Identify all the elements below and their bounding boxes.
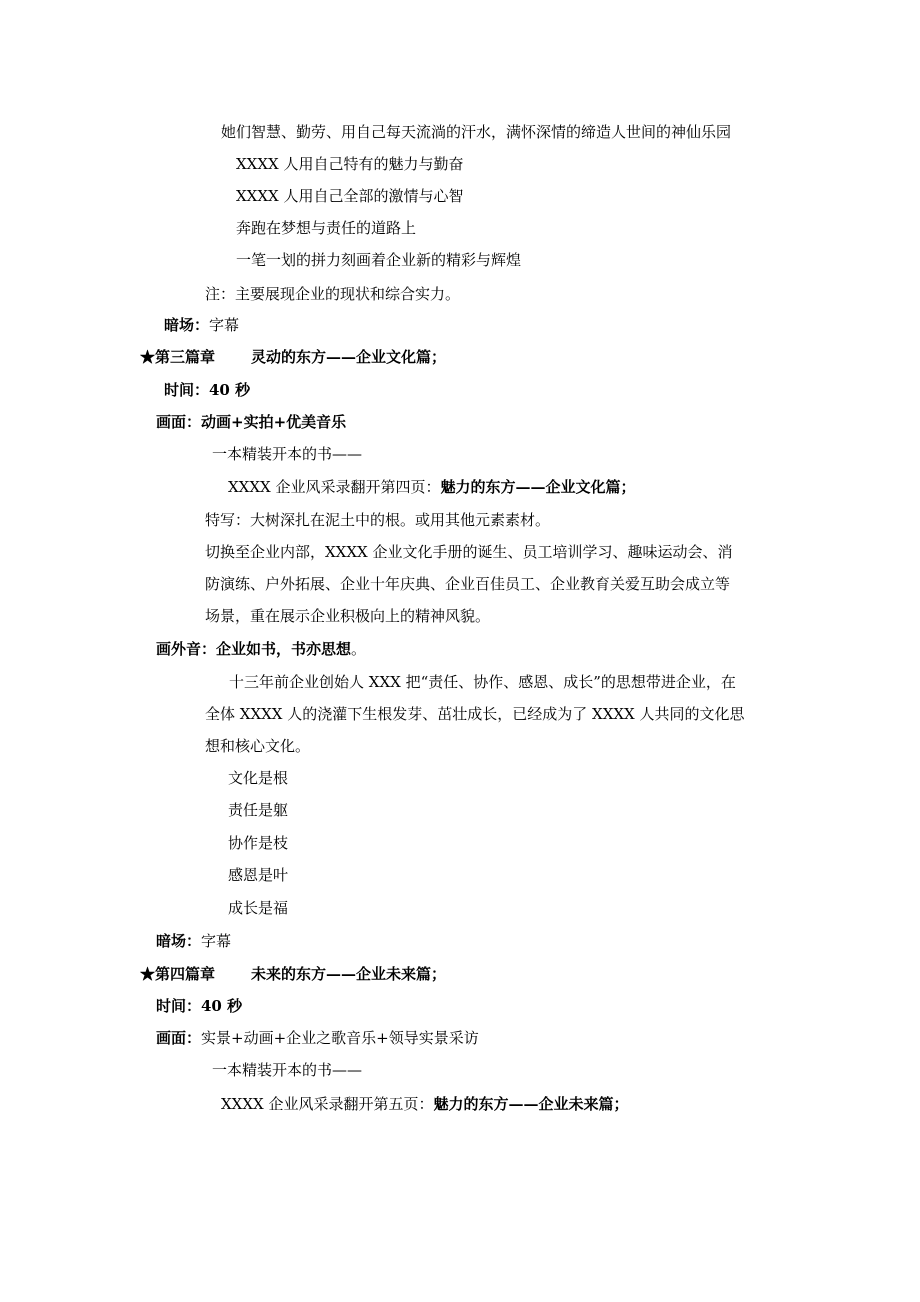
body-line: 防演练、户外拓展、企业十年庆典、企业百佳员工、企业教育关爱互助会成立等 <box>205 575 731 593</box>
page-turn-title: 魅力的东方——企业文化篇； <box>440 478 636 496</box>
chapter-three-heading <box>140 347 446 367</box>
body-line: 切换至企业内部，XXXX 企业文化手册的诞生、员工培训学习、趣味运动会、消 <box>205 543 733 561</box>
narration-line: XXXX 人用自己全部的激情与心智 <box>236 187 464 205</box>
narration-line: XXXX 人用自己特有的魅力与勤奋 <box>236 155 464 173</box>
dark-scene-label: 暗场： <box>164 316 210 334</box>
chapter-title: 未来的东方——企业未来篇； <box>251 965 447 983</box>
body-line: 全体 XXXX 人的浇灌下生根发芽、茁壮成长，已经成为了 XXXX 人共同的文化思 <box>205 705 745 723</box>
book-line: 一本精装开本的书—— <box>212 445 363 463</box>
scene-label: 画面： <box>156 1029 202 1047</box>
culture-line: 成长是福 <box>228 899 289 917</box>
dark-scene-line <box>156 931 231 951</box>
chapter-title: 灵动的东方——企业文化篇； <box>251 348 447 366</box>
narration-line: 奔跑在梦想与责任的道路上 <box>236 219 417 237</box>
chapter-four-heading <box>140 964 446 984</box>
voiceover-end: 。 <box>351 640 367 658</box>
dark-scene-text: 字幕 <box>201 932 232 950</box>
page-turn-text: XXXX 企业风采录翻开第五页： <box>221 1095 434 1113</box>
page-turn-line <box>221 1094 629 1114</box>
book-line: 一本精装开本的书—— <box>212 1061 363 1079</box>
dark-scene-line <box>164 315 239 335</box>
dark-scene-label: 暗场： <box>156 932 202 950</box>
culture-line: 文化是根 <box>228 769 289 787</box>
narration-line: 她们智慧、勤劳、用自己每天流淌的汗水，满怀深情的缔造人世间的神仙乐园 <box>221 123 732 141</box>
time-line: 时间：40 秒 <box>164 381 251 399</box>
culture-line: 感恩是叶 <box>228 866 289 884</box>
chapter-prefix: ★第四篇章 <box>140 965 216 983</box>
page-turn-title: 魅力的东方——企业未来篇； <box>433 1095 629 1113</box>
note-line: 注：主要展现企业的现状和综合实力。 <box>205 285 461 303</box>
scene-line: 画面：动画+实拍+优美音乐 <box>156 413 347 431</box>
closeup-line: 特写：大树深扎在泥土中的根。或用其他元素素材。 <box>205 511 551 529</box>
body-line: 十三年前企业创始人 XXX 把“责任、协作、感恩、成长”的思想带进企业，在 <box>229 673 736 691</box>
scene-line <box>156 1028 479 1048</box>
dark-scene-text: 字幕 <box>209 316 240 334</box>
page-turn-line <box>228 477 636 497</box>
voiceover-line <box>156 639 366 659</box>
voiceover-label: 画外音：企业如书，书亦思想 <box>156 640 352 658</box>
scene-text: 实景+动画+企业之歌音乐+领导实景采访 <box>201 1029 479 1047</box>
body-line: 想和核心文化。 <box>205 737 311 755</box>
culture-line: 责任是躯 <box>228 801 289 819</box>
time-line: 时间：40 秒 <box>156 997 243 1015</box>
page-turn-text: XXXX 企业风采录翻开第四页： <box>228 478 441 496</box>
body-line: 场景，重在展示企业积极向上的精神风貌。 <box>205 607 491 625</box>
culture-line: 协作是枝 <box>228 834 289 852</box>
chapter-prefix: ★第三篇章 <box>140 348 216 366</box>
narration-line: 一笔一划的拼力刻画着企业新的精彩与辉煌 <box>236 251 522 269</box>
